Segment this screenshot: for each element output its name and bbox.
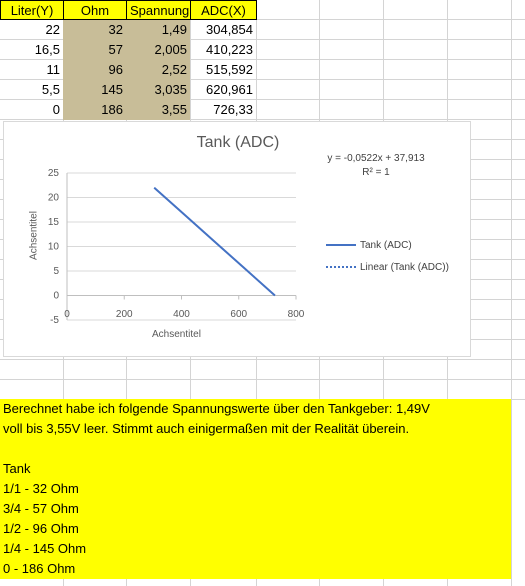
cell-adc[interactable]: 726,33 xyxy=(213,102,253,117)
note-line xyxy=(3,439,511,459)
y-tick-label: 10 xyxy=(47,241,59,253)
header-cell-liter[interactable]: Liter(Y) xyxy=(0,0,64,20)
cell-ohm[interactable]: 96 xyxy=(63,60,126,80)
cell-ohm[interactable]: 186 xyxy=(63,100,126,120)
note-line: Tank xyxy=(3,461,31,476)
note-line: 0 - 186 Ohm xyxy=(3,561,76,576)
header-cell-ohm[interactable]: Ohm xyxy=(63,0,127,20)
cell-liter[interactable]: 16,5 xyxy=(34,42,60,57)
legend-label: Linear (Tank (ADC)) xyxy=(360,262,449,273)
cell-adc[interactable]: 304,854 xyxy=(206,22,253,37)
cell-ohm[interactable]: 32 xyxy=(63,20,126,40)
note-textbox[interactable] xyxy=(0,399,511,579)
y-axis-title[interactable]: Achsentitel xyxy=(28,211,40,260)
y-tick-label: -5 xyxy=(50,315,59,326)
x-tick-label: 0 xyxy=(64,309,70,320)
cell-liter[interactable]: 22 xyxy=(45,22,60,37)
legend-label: Tank (ADC) xyxy=(360,240,412,251)
x-tick-label: 600 xyxy=(230,309,248,320)
note-line: 3/4 - 57 Ohm xyxy=(3,501,79,516)
trendline-equation: y = -0,0522x + 37,913 xyxy=(327,153,425,164)
cell-adc[interactable]: 515,592 xyxy=(206,62,253,77)
y-tick-label: 25 xyxy=(47,168,59,179)
legend-item-tank[interactable] xyxy=(326,240,412,251)
x-tick-label: 800 xyxy=(287,309,305,320)
cell-liter[interactable]: 5,5 xyxy=(41,82,60,97)
y-tick-label: 5 xyxy=(53,266,59,277)
trendline-r-squared: R² = 1 xyxy=(362,167,390,178)
chart-title[interactable]: Tank (ADC) xyxy=(196,134,280,151)
cell-liter[interactable]: 11 xyxy=(46,62,60,77)
cell-spannung[interactable]: 2,52 xyxy=(126,60,190,80)
note-line: 1/2 - 96 Ohm xyxy=(3,521,79,536)
cell-ohm[interactable]: 57 xyxy=(63,40,126,60)
cell-adc[interactable]: 410,223 xyxy=(206,42,253,57)
legend-dotted-line-icon xyxy=(326,266,356,268)
header-cell-adc[interactable]: ADC(X) xyxy=(190,0,257,20)
x-tick-label: 200 xyxy=(115,309,133,320)
note-line: voll bis 3,55V leer. Stimmt auch einigermaßen mit der Realität überein. xyxy=(3,421,410,436)
cell-spannung[interactable]: 1,49 xyxy=(126,20,190,40)
cell-liter[interactable]: 0 xyxy=(52,102,60,117)
cell-ohm[interactable]: 145 xyxy=(63,80,126,100)
note-line: 1/1 - 32 Ohm xyxy=(3,481,79,496)
note-line: 1/4 - 145 Ohm xyxy=(3,541,87,556)
x-axis-title[interactable]: Achsentitel xyxy=(152,329,201,340)
cell-spannung[interactable]: 3,035 xyxy=(126,80,190,100)
cell-spannung[interactable]: 2,005 xyxy=(126,40,190,60)
legend-item-linear[interactable] xyxy=(326,262,449,273)
y-tick-label: 15 xyxy=(47,217,59,228)
cell-adc[interactable]: 620,961 xyxy=(206,82,253,97)
x-tick-label: 400 xyxy=(173,309,190,320)
header-cell-spannung[interactable]: Spannung xyxy=(126,0,191,20)
cell-spannung[interactable]: 3,55 xyxy=(126,100,190,120)
y-tick-label: 0 xyxy=(53,290,59,302)
note-line: Berechnet habe ich folgende Spannungswerte über den Tankgeber: 1,49V xyxy=(3,401,430,416)
y-tick-label: 20 xyxy=(47,192,59,204)
chart-object[interactable] xyxy=(3,121,471,357)
legend-solid-line-icon xyxy=(326,244,356,246)
